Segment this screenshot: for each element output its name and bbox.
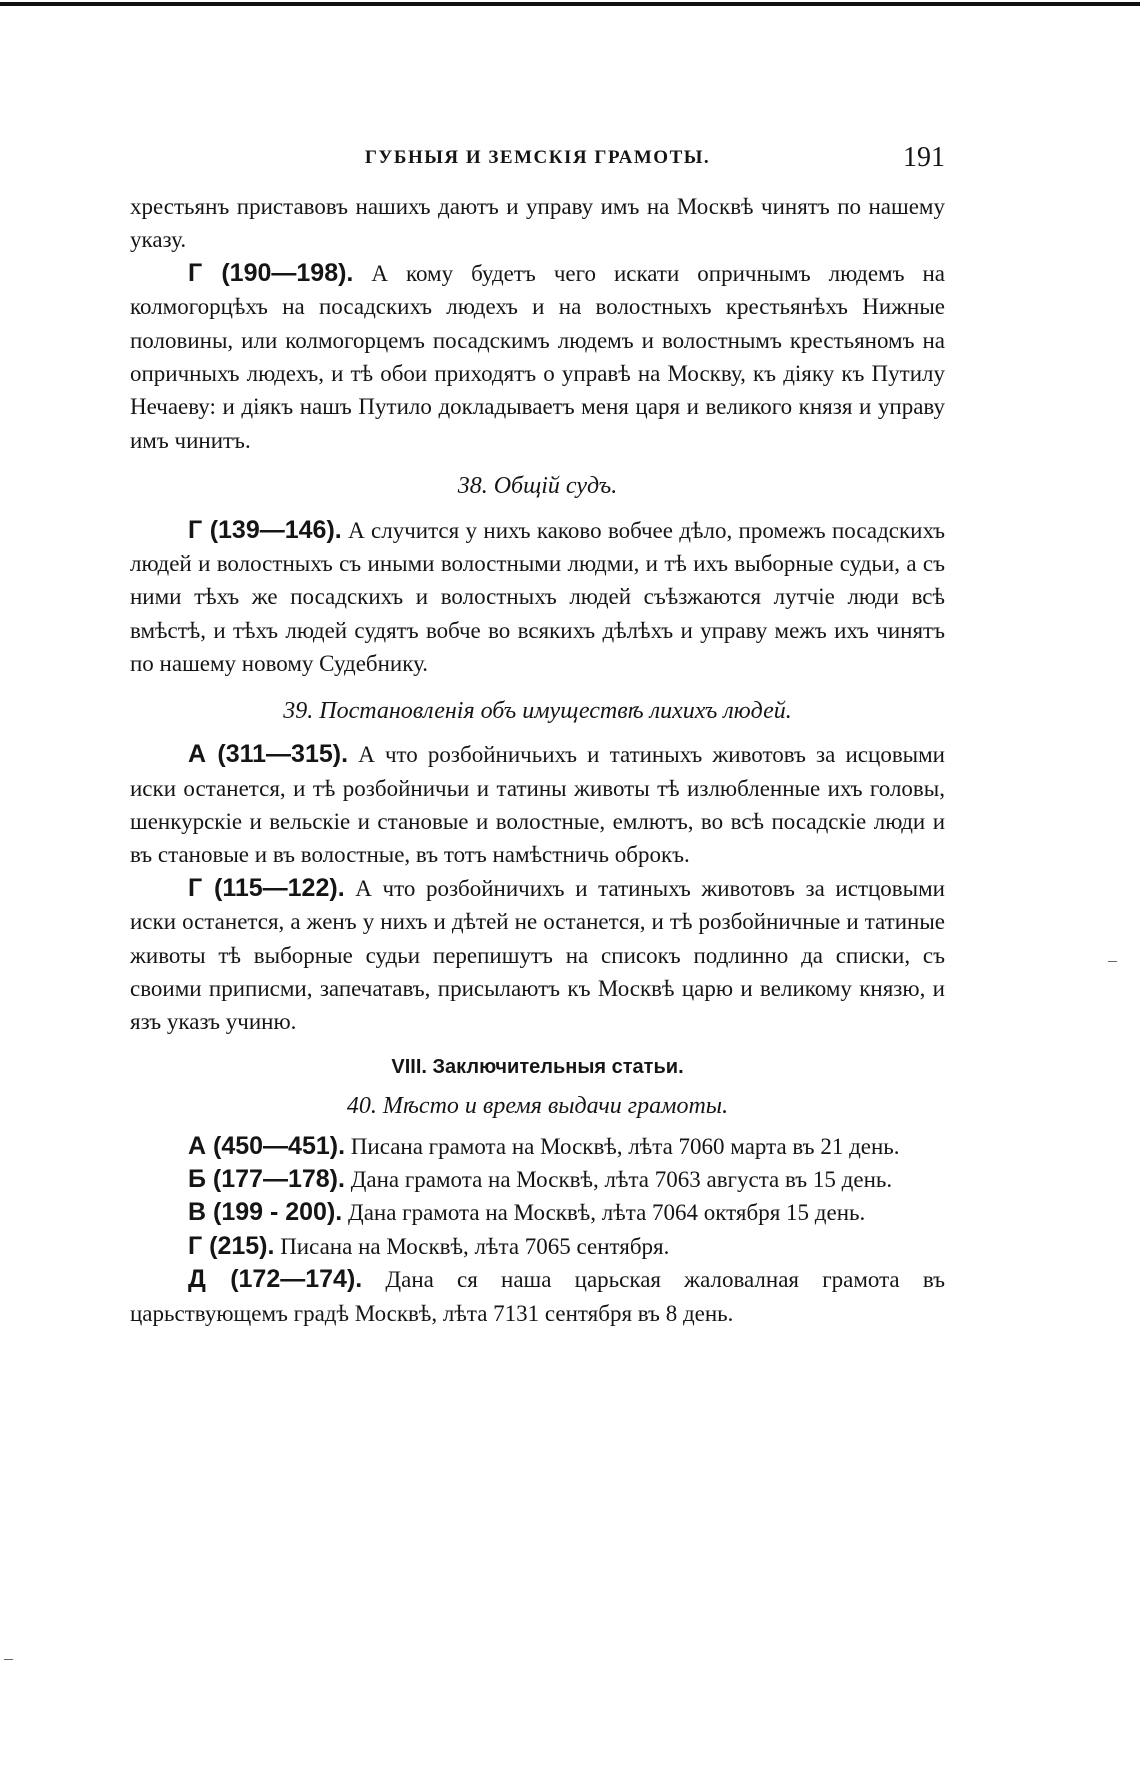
source-siglum: Б (177—178). [188, 1164, 345, 1193]
paragraph-g-190-198 [130, 257, 945, 457]
paragraph-a-450-451 [130, 1130, 945, 1163]
paragraph-text: Дана грамота на Москвѣ, лѣта 7064 октября 15 день. [342, 1200, 866, 1226]
section-heading-38: 38. Общій судъ. [457, 473, 618, 500]
paragraph-text: хрестьянъ приставовъ нашихъ даютъ и управу имъ на Москвѣ чинятъ по нашему указу. [130, 194, 945, 253]
paragraph-text: А что розбойничихъ и татиныхъ животовъ за истцовыми иски останется, а женъ у нихъ и дѣтей не останется, и тѣ розбойничные и татиные животы тѣ выборные судьи перепишутъ на списокъ подлинно да списки, съ своими приписми, запечатавъ, присылаютъ къ Москвѣ царю и великому князю, и язъ указъ учиню. [130, 875, 945, 1035]
section-heading-40: 40. Мѣсто и время выдачи грамоты. [346, 1093, 729, 1120]
margin-mark: ‒ [4, 1648, 13, 1668]
source-siglum: Г (190—198). [188, 258, 354, 287]
margin-mark: ‒ [1108, 950, 1117, 970]
paragraph-g-115-122 [130, 872, 945, 1039]
paragraph-text: Дана ся наша царьская жаловалная грамота въ царьствующемъ градѣ Москвѣ, лѣта 7131 сентября въ 8 день. [130, 1267, 946, 1326]
paragraph-text: А случится у нихъ каково вобчее дѣло, промежъ посадскихъ людей и волостныхъ съ иными волостными людми, и тѣ ихъ выборные судьи, а съ ними тѣхъ же посадскихъ и волостныхъ людей съѣзжаются лутчіе люди всѣ вмѣстѣ, и тѣхъ людей судятъ вобче во всякихъ дѣлѣхъ и управу межъ ихъ чинятъ по нашему новому Судебнику. [130, 517, 945, 677]
source-siglum: В (199 - 200). [188, 1198, 343, 1227]
running-head [130, 138, 945, 178]
running-title: ГУБНЫЯ И ЗЕМСКІЯ ГРАМОТЫ. [364, 147, 711, 168]
paragraph-text: Писана на Москвѣ, лѣта 7065 сентября. [274, 1233, 670, 1259]
section-heading-39: 39. Постановленія объ имуществѣ лихихъ людей. [283, 697, 792, 724]
source-siglum: А (450—451). [188, 1131, 346, 1160]
top-border-rule [0, 2, 1140, 6]
page-number: 191 [903, 142, 945, 173]
source-siglum: Г (115—122). [188, 873, 345, 902]
paragraph-text: Дана грамота на Москвѣ, лѣта 7063 августа въ 15 день. [344, 1166, 893, 1192]
paragraph-continuation [130, 190, 945, 257]
source-siglum: А (311—315). [188, 740, 349, 769]
paragraph-g-215 [130, 1230, 945, 1263]
paragraph-g-139-146 [130, 514, 945, 681]
paragraph-b-177-178 [130, 1163, 945, 1196]
body-text [130, 190, 945, 1330]
source-siglum: Г (139—146). [188, 515, 342, 544]
paragraph-text: А что розбойничьихъ и татиныхъ животовъ за исцовыми иски останется, и тѣ розбойничьи и татины животы тѣ излюбленные ихъ головы, шенкурскіе и вельскіе и становые и волостные, емлютъ, во всѣ посадскіе люди и въ становые и въ волостные, въ тотъ намѣстничь оброкъ. [130, 742, 945, 868]
source-siglum: Д (172—174). [188, 1265, 363, 1294]
chapter-heading-viii: VIII. Заключительныя статьи. [391, 1055, 684, 1078]
paragraph-d-172-174 [130, 1263, 945, 1330]
paragraph-text: Писана грамота на Москвѣ, лѣта 7060 марта въ 21 день. [345, 1133, 900, 1159]
paragraph-v-199-200 [130, 1196, 945, 1229]
source-siglum: Г (215). [188, 1231, 275, 1260]
paragraph-a-311-315 [130, 738, 945, 872]
paragraph-text: А кому будетъ чего искати опричнымъ людемъ на колмогорцѣхъ на посадскихъ людехъ и на волостныхъ крестьянѣхъ Нижные половины, или колмогорцемъ посадскимъ людемъ и волостнымъ крестьяномъ на опричныхъ людехъ, и тѣ обои приходятъ о управѣ на Москву, къ діяку къ Путилу Нечаеву: и діякъ нашъ Путило докладываетъ меня царя и великого князя и управу имъ чинитъ. [130, 260, 946, 453]
